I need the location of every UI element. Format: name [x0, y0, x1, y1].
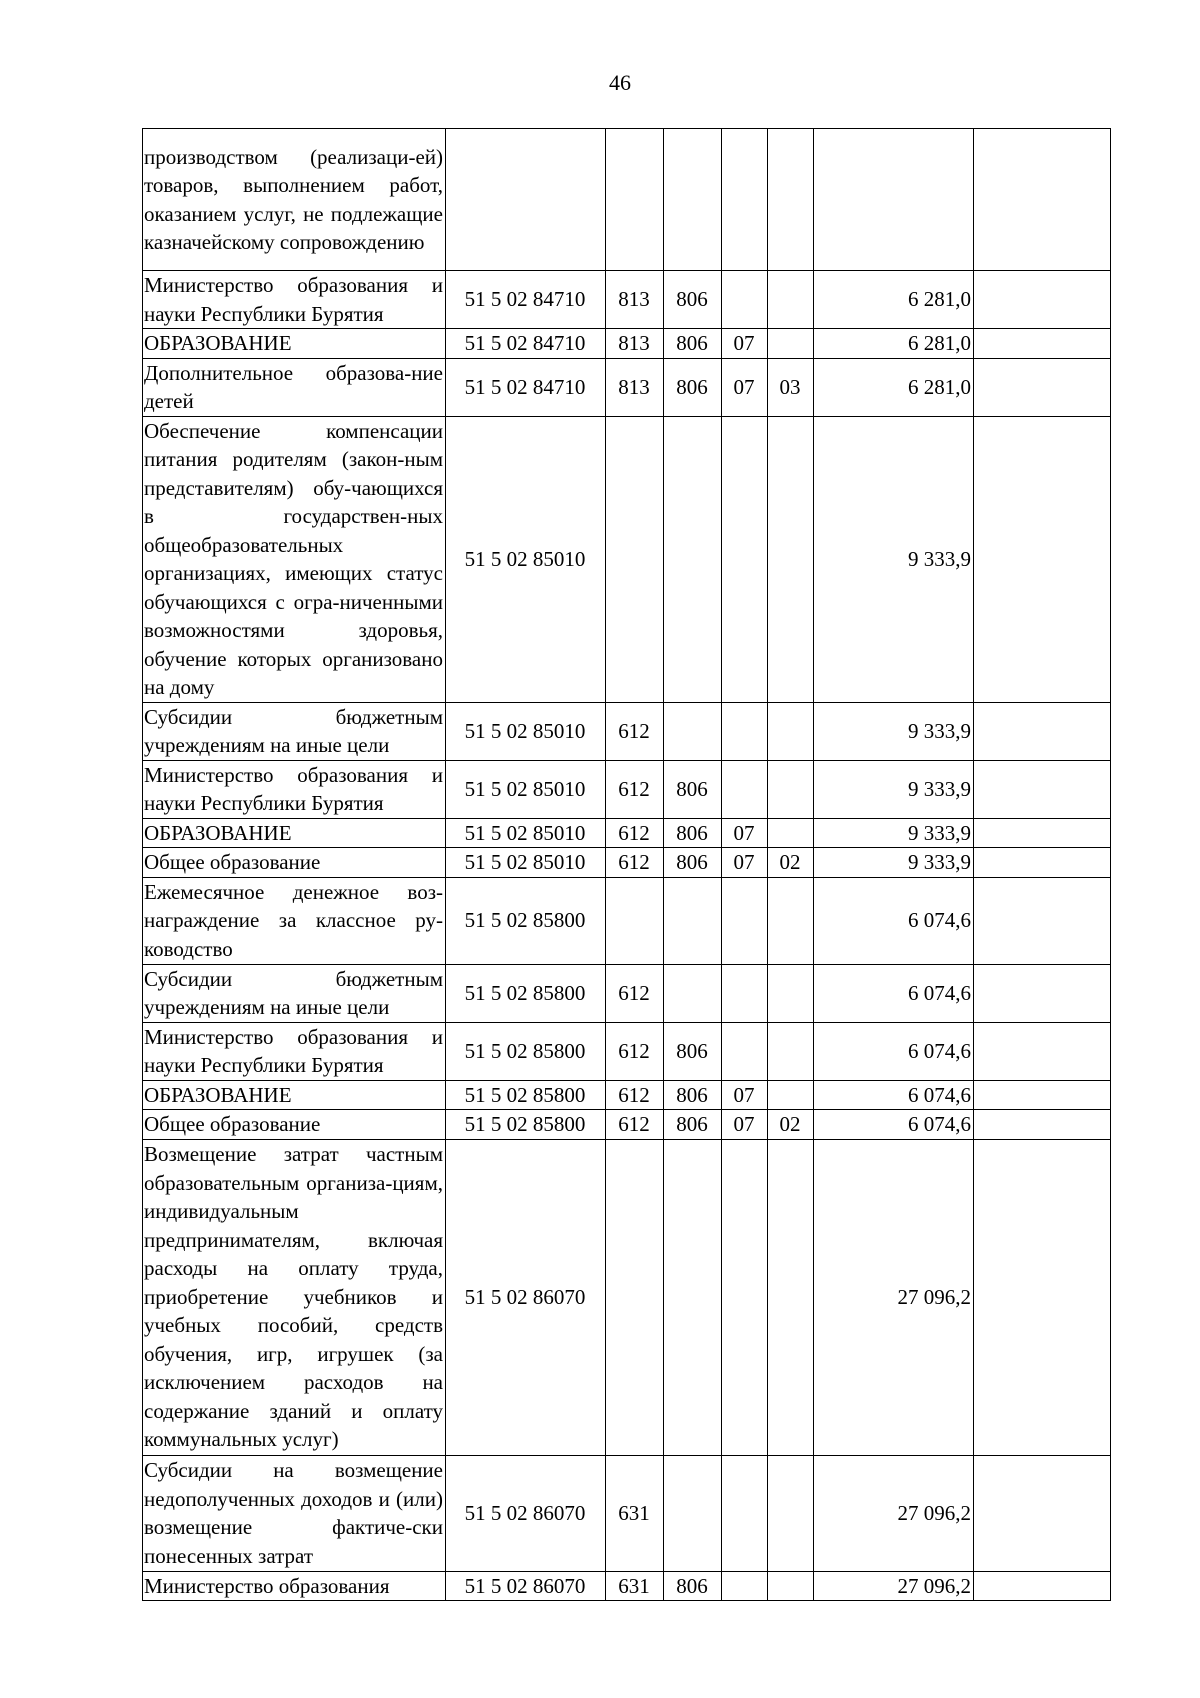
- row-target-article-code: 51 5 02 85800: [446, 964, 606, 1022]
- row-section-code: [722, 702, 768, 760]
- row-ministry-code: 806: [664, 1110, 722, 1140]
- row-subsection-code: [768, 416, 814, 702]
- row-section-code: [722, 1571, 768, 1601]
- row-ministry-code: [664, 1455, 722, 1571]
- row-empty-cell: [974, 416, 1111, 702]
- row-amount: 6 074,6: [814, 1022, 974, 1080]
- row-amount: 9 333,9: [814, 416, 974, 702]
- row-amount: 6 281,0: [814, 271, 974, 329]
- row-target-article-code: 51 5 02 85010: [446, 760, 606, 818]
- row-description: Субсидии бюджетным учреждениям на иные цели: [143, 964, 446, 1022]
- row-subsection-code: [768, 1455, 814, 1571]
- row-subsection-code: 03: [768, 358, 814, 416]
- table-row: [143, 1110, 1111, 1140]
- row-description: Министерство образования: [143, 1571, 446, 1601]
- row-ministry-code: [664, 702, 722, 760]
- row-target-article-code: 51 5 02 85800: [446, 877, 606, 964]
- table-row: [143, 818, 1111, 848]
- row-empty-cell: [974, 1080, 1111, 1110]
- row-empty-cell: [974, 1110, 1111, 1140]
- row-empty-cell: [974, 1022, 1111, 1080]
- row-expense-type-code: 612: [606, 848, 664, 878]
- row-description: Дополнительное образова-ние детей: [143, 358, 446, 416]
- row-target-article-code: 51 5 02 84710: [446, 271, 606, 329]
- row-ministry-code: 806: [664, 329, 722, 359]
- row-description: Общее образование: [143, 848, 446, 878]
- row-expense-type-code: 612: [606, 1080, 664, 1110]
- row-ministry-code: [664, 129, 722, 271]
- row-expense-type-code: 612: [606, 702, 664, 760]
- row-target-article-code: 51 5 02 86070: [446, 1455, 606, 1571]
- row-amount: 6 074,6: [814, 1110, 974, 1140]
- row-target-article-code: 51 5 02 84710: [446, 358, 606, 416]
- row-expense-type-code: 813: [606, 271, 664, 329]
- row-description: Министерство образования и науки Республики Бурятия: [143, 271, 446, 329]
- row-section-code: [722, 1022, 768, 1080]
- row-amount: 9 333,9: [814, 760, 974, 818]
- row-target-article-code: 51 5 02 85010: [446, 848, 606, 878]
- table-row: [143, 964, 1111, 1022]
- row-expense-type-code: 813: [606, 358, 664, 416]
- row-amount: 6 074,6: [814, 964, 974, 1022]
- row-target-article-code: 51 5 02 85800: [446, 1080, 606, 1110]
- row-target-article-code: 51 5 02 85800: [446, 1110, 606, 1140]
- row-empty-cell: [974, 877, 1111, 964]
- row-description: ОБРАЗОВАНИЕ: [143, 818, 446, 848]
- row-description: Обеспечение компенсации питания родителям (закон-ным представителям) обу-чающихся в государствен-ных общеобразовательных организациях, имеющих статус обучающихся с огра-ниченными возможностями здоровья, обучение которых организовано на дому: [143, 416, 446, 702]
- row-amount: 6 074,6: [814, 1080, 974, 1110]
- row-expense-type-code: [606, 1139, 664, 1455]
- row-description: Общее образование: [143, 1110, 446, 1140]
- row-section-code: [722, 416, 768, 702]
- row-subsection-code: 02: [768, 1110, 814, 1140]
- row-empty-cell: [974, 1139, 1111, 1455]
- page-number: 46: [609, 70, 631, 95]
- row-section-code: 07: [722, 329, 768, 359]
- row-ministry-code: 806: [664, 818, 722, 848]
- row-amount: 6 281,0: [814, 358, 974, 416]
- row-description: ОБРАЗОВАНИЕ: [143, 329, 446, 359]
- row-empty-cell: [974, 1571, 1111, 1601]
- row-empty-cell: [974, 760, 1111, 818]
- table-row: [143, 416, 1111, 702]
- row-ministry-code: 806: [664, 848, 722, 878]
- row-empty-cell: [974, 329, 1111, 359]
- row-target-article-code: 51 5 02 86070: [446, 1139, 606, 1455]
- row-target-article-code: 51 5 02 85010: [446, 702, 606, 760]
- row-amount: 6 281,0: [814, 329, 974, 359]
- row-section-code: [722, 964, 768, 1022]
- row-empty-cell: [974, 129, 1111, 271]
- row-ministry-code: [664, 1139, 722, 1455]
- row-target-article-code: 51 5 02 85010: [446, 818, 606, 848]
- row-expense-type-code: 813: [606, 329, 664, 359]
- row-description: Министерство образования и науки Республики Бурятия: [143, 1022, 446, 1080]
- row-subsection-code: [768, 129, 814, 271]
- row-target-article-code: 51 5 02 85800: [446, 1022, 606, 1080]
- table-row: [143, 129, 1111, 271]
- row-subsection-code: [768, 702, 814, 760]
- row-section-code: [722, 1139, 768, 1455]
- row-empty-cell: [974, 358, 1111, 416]
- row-expense-type-code: [606, 877, 664, 964]
- table-row: [143, 1080, 1111, 1110]
- row-subsection-code: 02: [768, 848, 814, 878]
- row-ministry-code: 806: [664, 1571, 722, 1601]
- row-section-code: [722, 271, 768, 329]
- table-row: [143, 848, 1111, 878]
- row-section-code: [722, 760, 768, 818]
- row-amount: 27 096,2: [814, 1455, 974, 1571]
- row-target-article-code: 51 5 02 86070: [446, 1571, 606, 1601]
- table-row: [143, 760, 1111, 818]
- row-expense-type-code: 612: [606, 964, 664, 1022]
- row-expense-type-code: 631: [606, 1571, 664, 1601]
- row-empty-cell: [974, 1455, 1111, 1571]
- row-section-code: 07: [722, 818, 768, 848]
- table-row: [143, 877, 1111, 964]
- row-amount: 27 096,2: [814, 1139, 974, 1455]
- row-expense-type-code: 612: [606, 1110, 664, 1140]
- row-description: Министерство образования и науки Республики Бурятия: [143, 760, 446, 818]
- row-section-code: [722, 129, 768, 271]
- row-ministry-code: [664, 964, 722, 1022]
- row-section-code: 07: [722, 358, 768, 416]
- row-subsection-code: [768, 271, 814, 329]
- row-amount: 9 333,9: [814, 818, 974, 848]
- table-row: [143, 702, 1111, 760]
- row-ministry-code: 806: [664, 358, 722, 416]
- row-description: производством (реализаци-ей) товаров, выполнением работ, оказанием услуг, не подлежащие казначейскому сопровождению: [143, 129, 446, 271]
- row-description: Субсидии бюджетным учреждениям на иные цели: [143, 702, 446, 760]
- row-subsection-code: [768, 818, 814, 848]
- table-row: [143, 1455, 1111, 1571]
- row-expense-type-code: 612: [606, 760, 664, 818]
- row-amount: 9 333,9: [814, 702, 974, 760]
- row-section-code: 07: [722, 848, 768, 878]
- row-expense-type-code: [606, 416, 664, 702]
- row-ministry-code: 806: [664, 760, 722, 818]
- row-subsection-code: [768, 760, 814, 818]
- table-body: [143, 129, 1111, 1601]
- table-row: [143, 358, 1111, 416]
- row-section-code: [722, 1455, 768, 1571]
- row-subsection-code: [768, 877, 814, 964]
- row-description: Ежемесячное денежное воз-награждение за классное ру-ководство: [143, 877, 446, 964]
- row-subsection-code: [768, 1571, 814, 1601]
- table-row: [143, 329, 1111, 359]
- row-amount: 6 074,6: [814, 877, 974, 964]
- row-empty-cell: [974, 818, 1111, 848]
- row-target-article-code: [446, 129, 606, 271]
- table-row: [143, 1139, 1111, 1455]
- row-empty-cell: [974, 848, 1111, 878]
- row-ministry-code: [664, 416, 722, 702]
- row-section-code: 07: [722, 1110, 768, 1140]
- table-row: [143, 271, 1111, 329]
- budget-table: [142, 128, 1111, 1601]
- row-ministry-code: [664, 877, 722, 964]
- row-expense-type-code: 612: [606, 1022, 664, 1080]
- row-section-code: [722, 877, 768, 964]
- row-amount: 27 096,2: [814, 1571, 974, 1601]
- row-description: ОБРАЗОВАНИЕ: [143, 1080, 446, 1110]
- table-row: [143, 1571, 1111, 1601]
- row-description: Возмещение затрат частным образовательным организа-циям, индивидуальным предпринимателям, включая расходы на оплату труда, приобретение учебников и учебных пособий, средств обучения, игр, игрушек (за исключением расходов на содержание зданий и оплату коммунальных услуг): [143, 1139, 446, 1455]
- row-ministry-code: 806: [664, 1022, 722, 1080]
- row-subsection-code: [768, 964, 814, 1022]
- row-subsection-code: [768, 329, 814, 359]
- row-amount: 9 333,9: [814, 848, 974, 878]
- row-subsection-code: [768, 1080, 814, 1110]
- row-empty-cell: [974, 964, 1111, 1022]
- row-amount: [814, 129, 974, 271]
- table-row: [143, 1022, 1111, 1080]
- row-empty-cell: [974, 702, 1111, 760]
- row-expense-type-code: 631: [606, 1455, 664, 1571]
- row-expense-type-code: [606, 129, 664, 271]
- row-subsection-code: [768, 1139, 814, 1455]
- row-section-code: 07: [722, 1080, 768, 1110]
- row-empty-cell: [974, 271, 1111, 329]
- row-target-article-code: 51 5 02 85010: [446, 416, 606, 702]
- row-subsection-code: [768, 1022, 814, 1080]
- row-target-article-code: 51 5 02 84710: [446, 329, 606, 359]
- row-ministry-code: 806: [664, 271, 722, 329]
- row-description: Субсидии на возмещение недополученных доходов и (или) возмещение фактиче-ски понесенных затрат: [143, 1455, 446, 1571]
- row-expense-type-code: 612: [606, 818, 664, 848]
- row-ministry-code: 806: [664, 1080, 722, 1110]
